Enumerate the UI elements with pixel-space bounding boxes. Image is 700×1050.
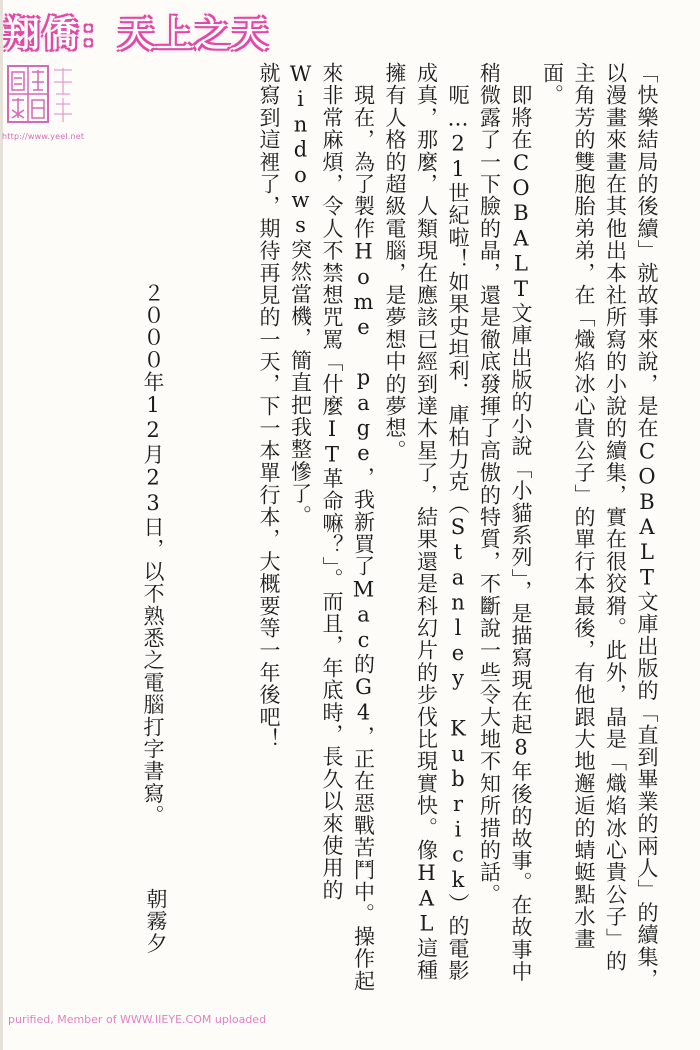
afterword-body (232, 62, 662, 992)
paragraph: 即將在COBALT文庫出版的小說「小貓系列」，是描寫現在起8年後的故事。在故事中稍微露了一下臉的晶，還是徹底發揮了高傲的特質，不斷說一些令大地不知所措的話。 (477, 62, 533, 983)
paragraph: 呃…21世紀啦！如果史坦利．庫柏力克（Stanley Kubrick）的電影成真，那麼，人類現在應該已經到達木星了，結果還是科幻片的步伐比現實快。像HAL這種擁有人格的超級電腦，是夢想中的夢想。 (383, 62, 470, 982)
seal-url: http://www.yeel.net (2, 132, 85, 141)
paragraph: 就寫到這裡了，期待再見的一天，下一本單行本，大概要等一年後吧！ (257, 62, 281, 751)
paragraph: 現在，為了製作Home page，我新買了Mac的G4，正在惡戰苦鬥中。操作起來非常麻煩，令人不禁想咒罵「什麼IT革命嘛？」。而且，年底時，長久以來使用的Windows突然當機，簡直把我整慘了。 (288, 62, 376, 992)
paragraph: 「快樂結局的後續」就故事來說，是在COBALT文庫出版的「直到畢業的兩人」的續集，以漫畫來畫在其他出本社所寫的小說的續集，實在很狡猾。此外，晶是「熾焰冰心貴公子」的主角芳的雙胞胎弟弟，在「熾焰冰心貴公子」的單行本最後，有他跟大地邂逅的蜻蜓點水畫面。 (540, 62, 659, 991)
date-line: ２０００年12月23日，以不熟悉之電腦打字書寫。 (141, 282, 165, 827)
seal-stamp-icon (6, 64, 76, 126)
footer-watermark: purified, Member of WWW.IIEYE.COM uploaded (8, 1013, 267, 1026)
header-watermark: 翔僑：天上之天 (4, 14, 271, 55)
author-signature: 朝霧夕 (144, 888, 168, 955)
